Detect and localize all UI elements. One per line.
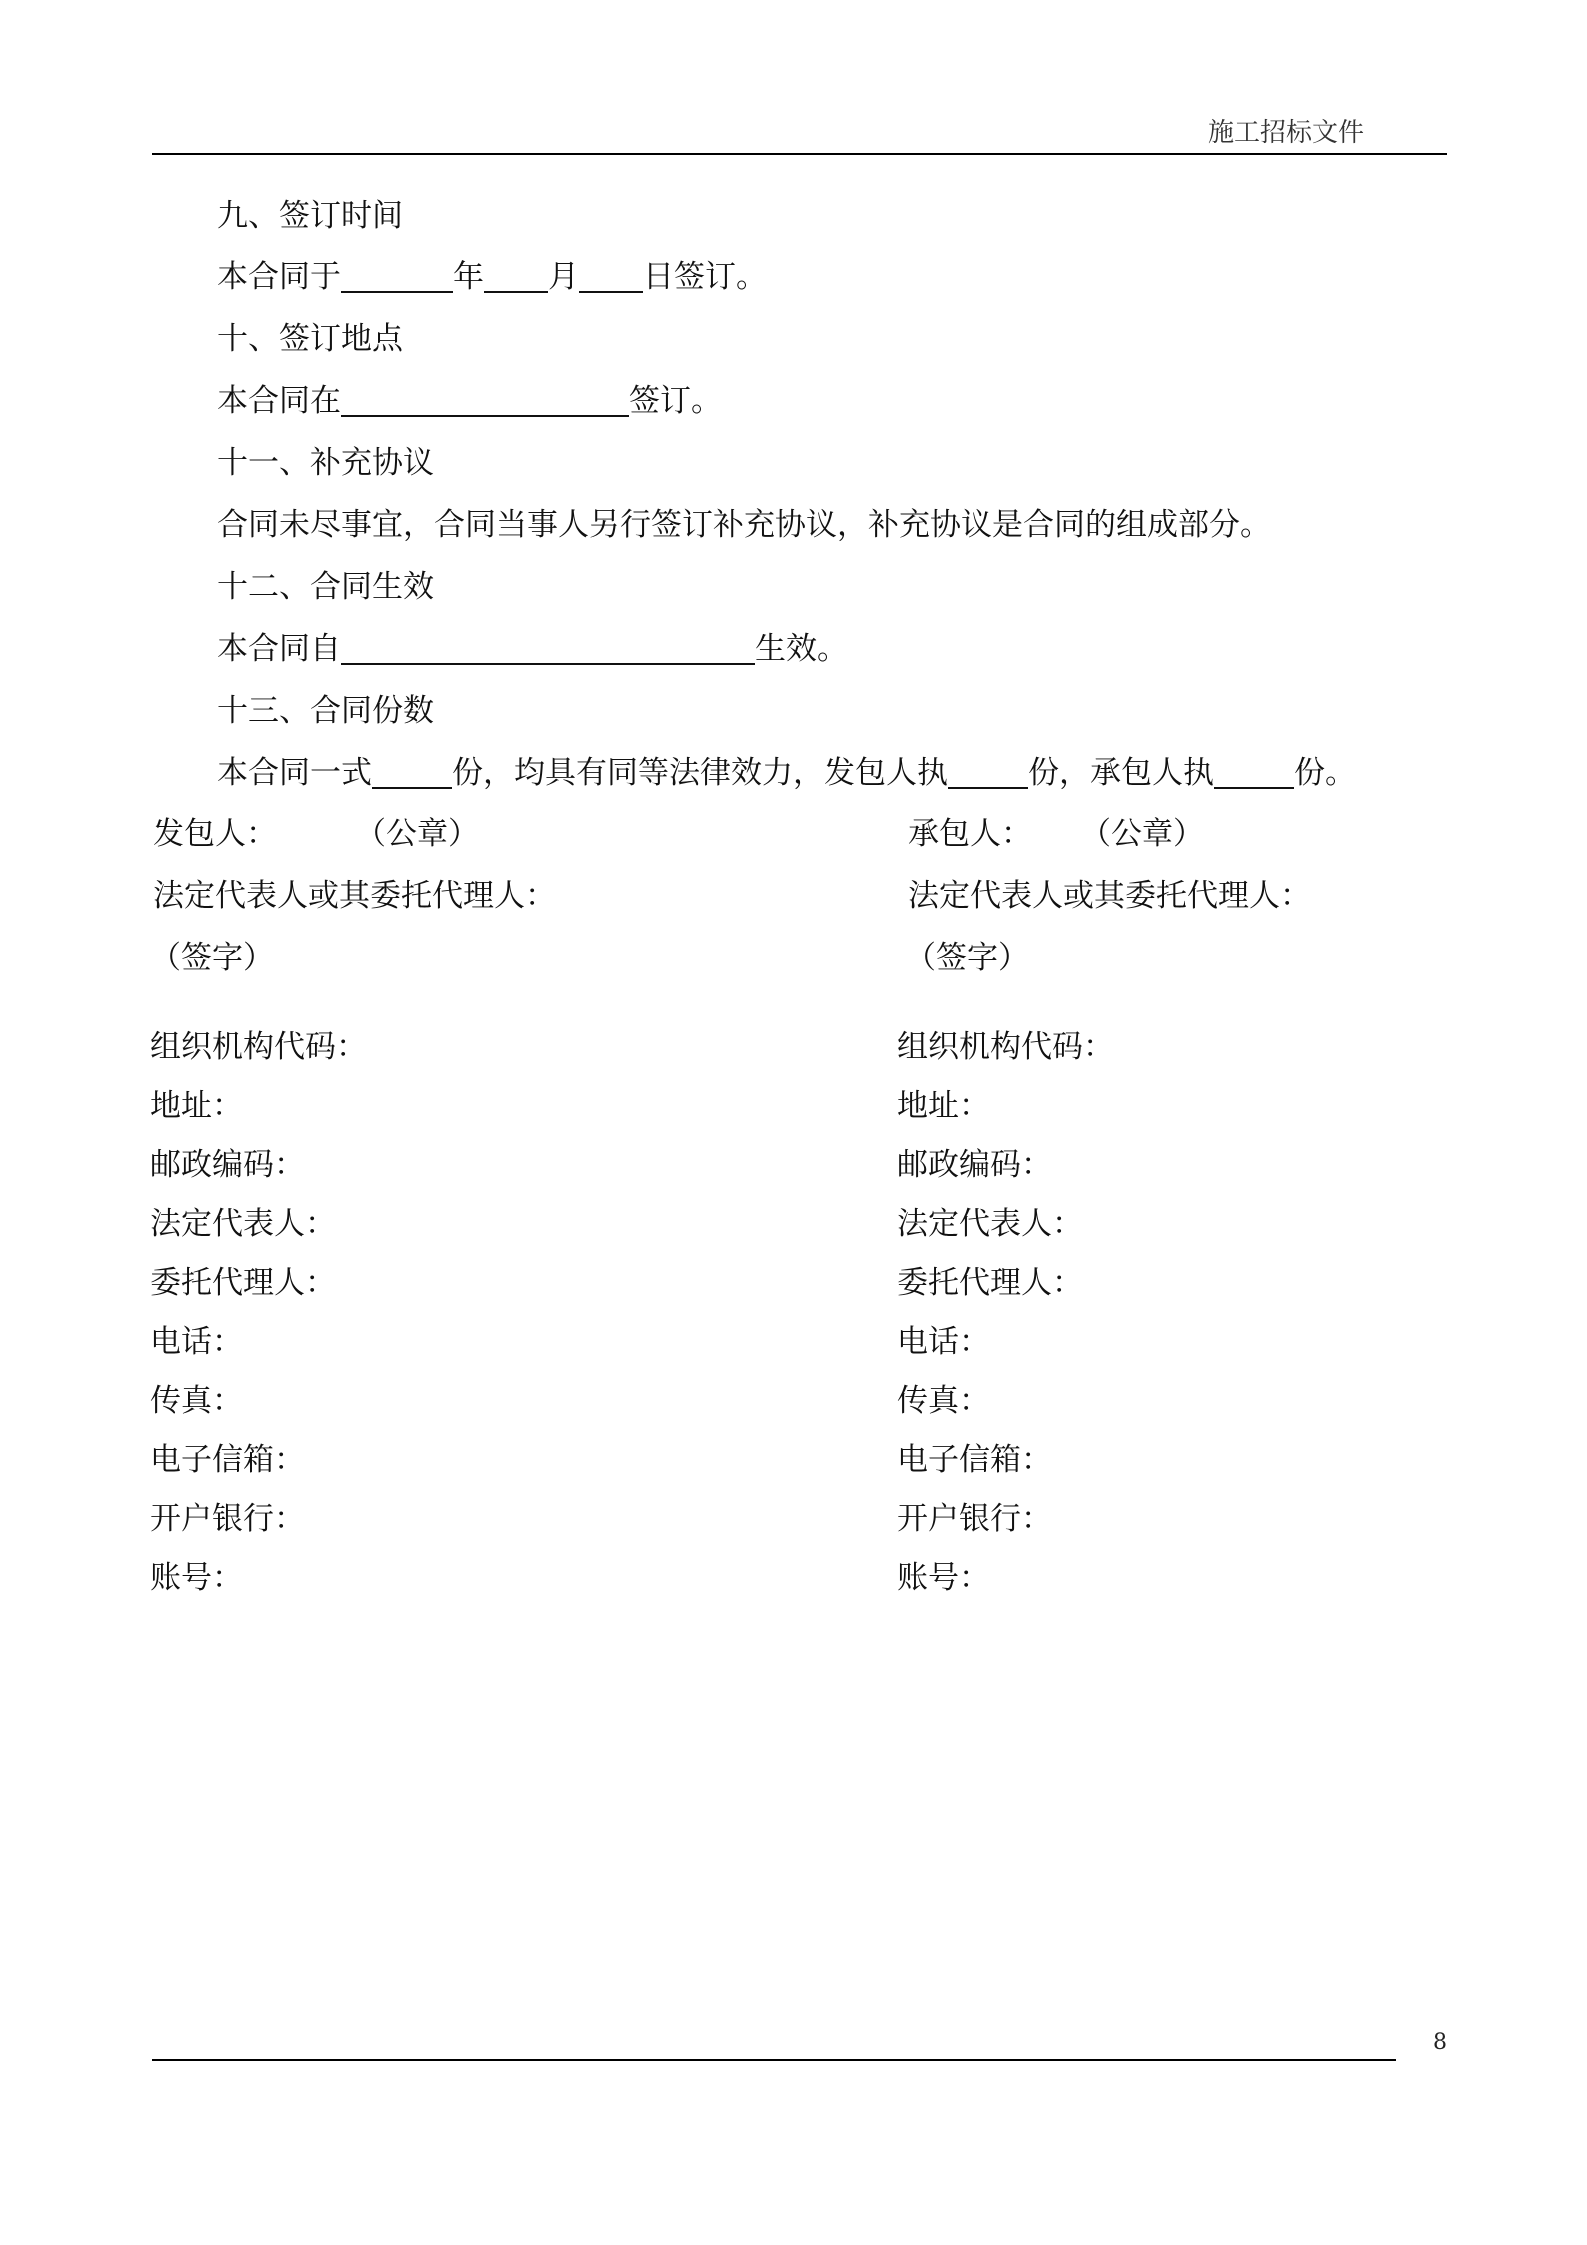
copies-total-blank[interactable] xyxy=(372,757,452,789)
employer-field: 账号： xyxy=(150,1560,243,1596)
month-blank[interactable] xyxy=(484,261,548,293)
employer-field: 电话： xyxy=(150,1324,243,1360)
employer-field: 委托代理人： xyxy=(150,1265,336,1301)
employer-field: 组织机构代码： xyxy=(150,1029,367,1065)
section-11-heading: 十一、补充协议 xyxy=(217,445,434,481)
contractor-field: 委托代理人： xyxy=(897,1265,1083,1301)
section-9-prefix: 本合同于 xyxy=(217,259,341,295)
page-header-title: 施工招标文件 xyxy=(1208,118,1365,148)
effective-blank[interactable] xyxy=(341,633,755,665)
contractor-party-label: 承包人： xyxy=(908,816,1032,852)
section-10-prefix: 本合同在 xyxy=(217,383,341,419)
section-13-heading: 十三、合同份数 xyxy=(217,693,434,729)
contractor-field: 传真： xyxy=(897,1383,990,1419)
section-10-suffix: 签订。 xyxy=(629,383,722,419)
employer-field: 地址： xyxy=(150,1088,243,1124)
section-13-part4: 份。 xyxy=(1294,755,1356,791)
section-13-part2: 份，均具有同等法律效力，发包人执 xyxy=(452,755,948,791)
header-rule xyxy=(152,153,1447,155)
section-12-suffix: 生效。 xyxy=(755,631,848,667)
employer-field: 邮政编码： xyxy=(150,1147,305,1183)
section-11-body: 合同未尽事宜，合同当事人另行签订补充协议，补充协议是合同的组成部分。 xyxy=(217,507,1271,543)
contractor-sign: （签字） xyxy=(905,940,1029,976)
employer-field: 法定代表人： xyxy=(150,1206,336,1242)
month-suffix: 月 xyxy=(548,259,579,295)
section-12-line xyxy=(217,628,848,670)
employer-field: 电子信箱： xyxy=(150,1442,305,1478)
footer-rule xyxy=(152,2059,1396,2061)
year-blank[interactable] xyxy=(341,261,453,293)
copies-contractor-blank[interactable] xyxy=(1214,757,1294,789)
contractor-field: 开户银行： xyxy=(897,1501,1052,1537)
section-13-line xyxy=(217,752,1356,794)
section-10-line xyxy=(217,380,722,422)
employer-seal: （公章） xyxy=(355,816,479,852)
contractor-field: 地址： xyxy=(897,1088,990,1124)
section-9-line xyxy=(217,256,767,298)
employer-rep-label: 法定代表人或其委托代理人： xyxy=(153,878,556,914)
contractor-field: 邮政编码： xyxy=(897,1147,1052,1183)
contractor-field: 账号： xyxy=(897,1560,990,1596)
contractor-field: 组织机构代码： xyxy=(897,1029,1114,1065)
contractor-field: 电话： xyxy=(897,1324,990,1360)
year-suffix: 年 xyxy=(453,259,484,295)
section-12-prefix: 本合同自 xyxy=(217,631,341,667)
contractor-rep-label: 法定代表人或其委托代理人： xyxy=(908,878,1311,914)
place-blank[interactable] xyxy=(341,385,629,417)
employer-party-label: 发包人： xyxy=(153,816,277,852)
section-9-heading: 九、签订时间 xyxy=(217,198,403,234)
employer-field: 传真： xyxy=(150,1383,243,1419)
section-13-part1: 本合同一式 xyxy=(217,755,372,791)
section-13-part3: 份，承包人执 xyxy=(1028,755,1214,791)
employer-field: 开户银行： xyxy=(150,1501,305,1537)
section-12-heading: 十二、合同生效 xyxy=(217,569,434,605)
copies-employer-blank[interactable] xyxy=(948,757,1028,789)
contractor-field: 法定代表人： xyxy=(897,1206,1083,1242)
contractor-field: 电子信箱： xyxy=(897,1442,1052,1478)
employer-sign: （签字） xyxy=(150,940,274,976)
day-suffix: 日签订。 xyxy=(643,259,767,295)
day-blank[interactable] xyxy=(579,261,643,293)
page-number: 8 xyxy=(1433,2030,1447,2055)
contractor-seal: （公章） xyxy=(1080,816,1204,852)
section-10-heading: 十、签订地点 xyxy=(217,321,403,357)
